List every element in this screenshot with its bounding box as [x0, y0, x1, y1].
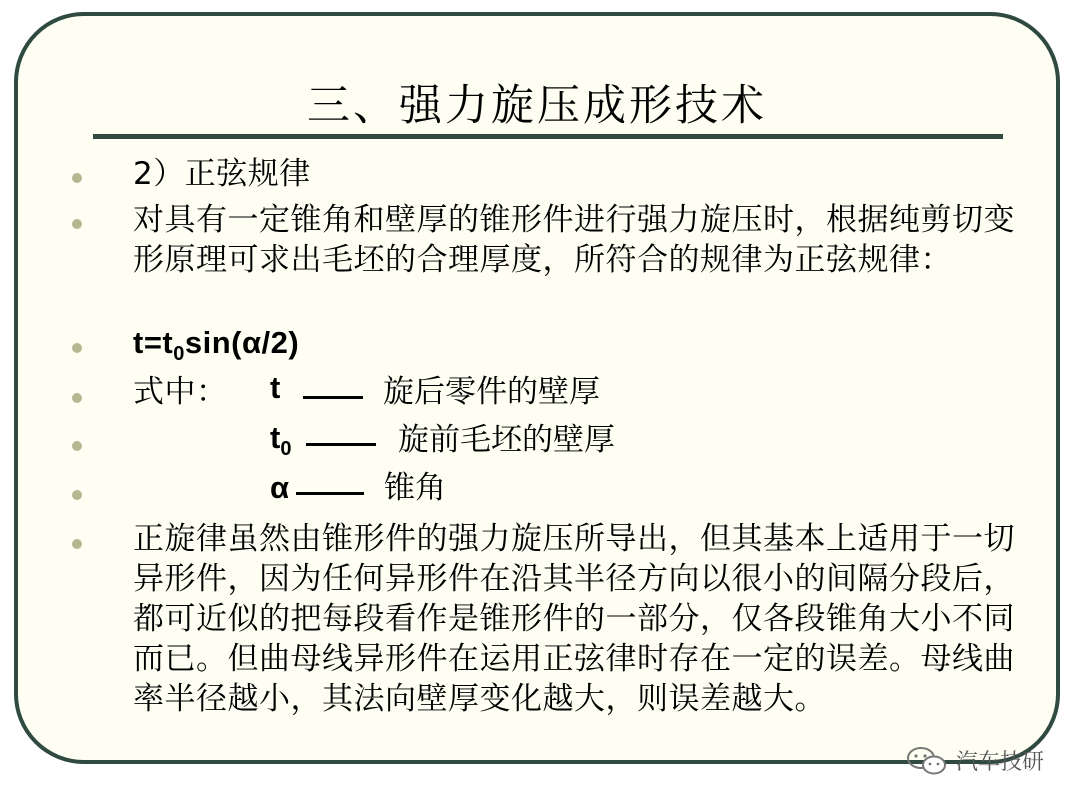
- bullet-dot: [72, 539, 82, 549]
- formula-rhs: sin(α/2): [184, 325, 300, 360]
- bullet-dot: [72, 343, 82, 353]
- bullet-heading: 2）正弦规律: [133, 156, 311, 192]
- bullet-dot: [72, 393, 82, 403]
- legend-symbol-t: t: [270, 370, 281, 405]
- watermark: [906, 745, 1044, 776]
- legend-desc-t0: 旋前毛坯的壁厚: [398, 422, 615, 458]
- legend-desc-alpha: 锥角: [384, 470, 446, 506]
- legend-dash: [306, 443, 376, 446]
- legend-symbol-alpha: α: [270, 470, 290, 505]
- bullet-dot: [72, 441, 82, 451]
- legend-label: 式中：: [133, 374, 228, 410]
- slide-title: 三、强力旋压成形技术: [307, 81, 767, 131]
- bullet-dot: [72, 219, 82, 229]
- bullet-dot: [72, 490, 82, 500]
- legend-dash: [303, 396, 363, 399]
- bullet-dot: [72, 173, 82, 183]
- bullet-conclusion: 正旋律虽然由锥形件的强力旋压所导出，但其基本上适用于一切异形件，因为任何异形件在沿其半径方向以很小的间隔分段后，都可近似的把每段看作是锥形件的一部分，仅各段锥角大小不同而已。但曲母线异形件在运用正弦律时存在一定的误差。母线曲率半径越小，其法向壁厚变化越大，则误差越大。: [133, 521, 1015, 717]
- legend-desc-t: 旋后零件的壁厚: [383, 374, 600, 410]
- legend-dash: [296, 492, 364, 495]
- slide: [14, 12, 1060, 764]
- wechat-icon: [906, 746, 948, 776]
- formula: [133, 323, 1023, 374]
- watermark-text: 汽车技研: [955, 750, 1044, 775]
- title-divider: [93, 134, 1003, 139]
- formula-subscript: 0: [173, 343, 185, 365]
- legend-symbol-t0: $t_0$: [270, 420, 292, 460]
- bullet-intro: 对具有一定锥角和壁厚的锥形件进行强力旋压时，根据纯剪切变形原理可求出毛坯的合理厚度，所符合的规律为正弦规律：: [133, 202, 1015, 278]
- formula-lhs: t=t: [133, 325, 174, 360]
